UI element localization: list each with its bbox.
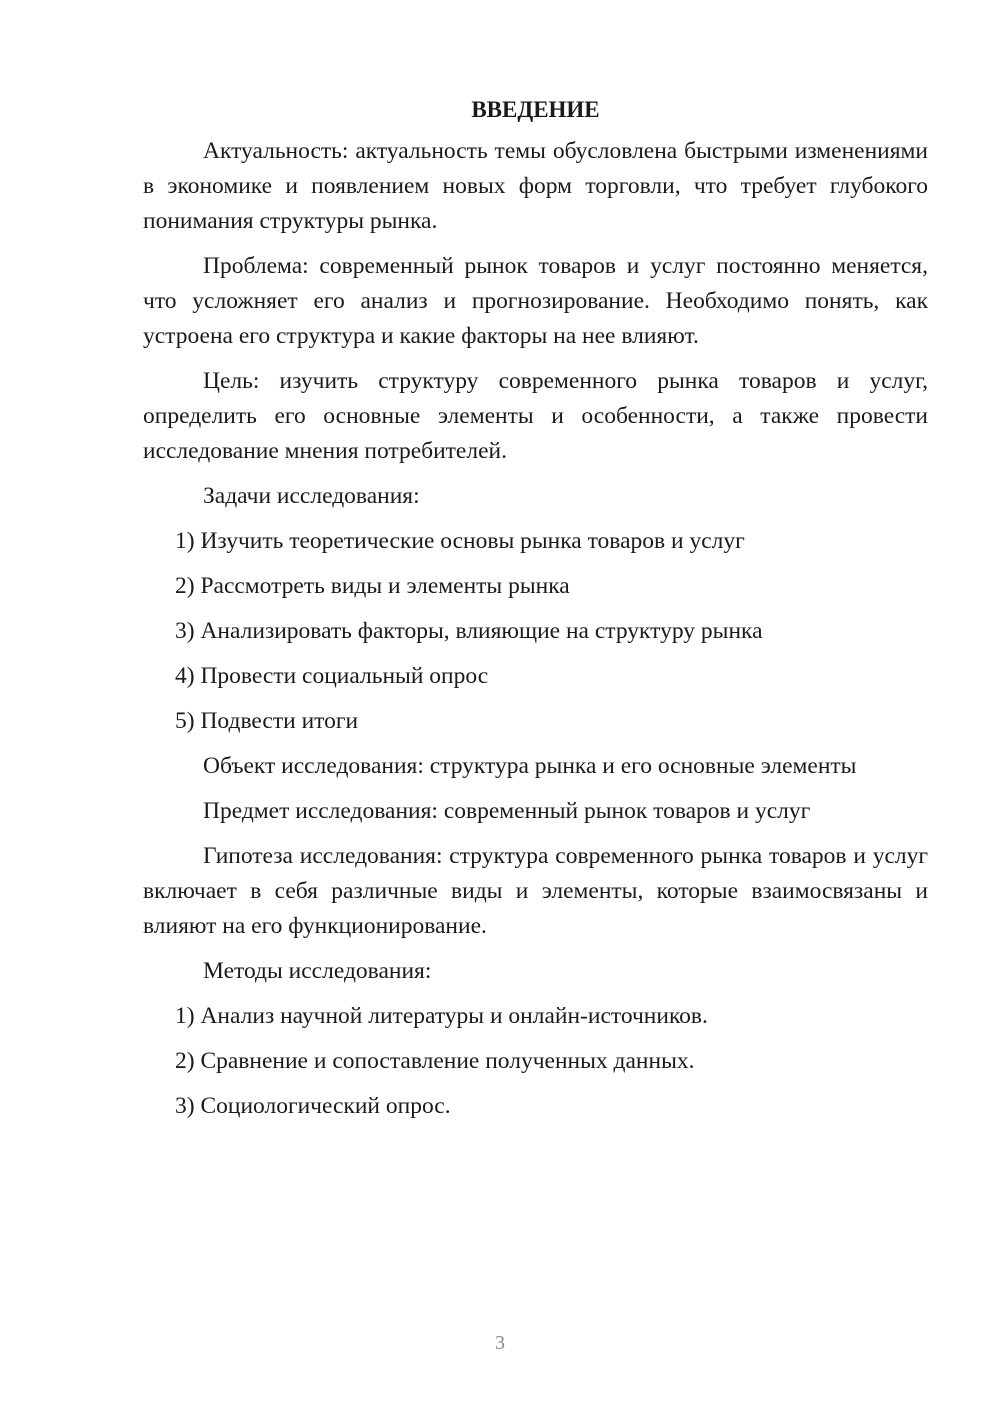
page-number: 3 xyxy=(495,1332,505,1354)
page-content xyxy=(143,92,928,1134)
tasks-heading: Задачи исследования: xyxy=(203,483,420,509)
list-item: 3) Социологический опрос. xyxy=(175,1093,451,1119)
list-item: 4) Провести социальный опрос xyxy=(175,663,489,689)
tasks-list xyxy=(143,524,928,739)
page-title: ВВЕДЕНИЕ xyxy=(471,97,600,122)
relevance-paragraph: Актуальность: актуальность темы обусловлена быстрыми изменениями в экономике и появлением новых форм торговли, что требует глубокого понимания структуры рынка. xyxy=(143,138,928,234)
list-item: 5) Подвести итоги xyxy=(175,708,359,734)
methods-list xyxy=(143,999,928,1124)
subject-line: Предмет исследования: современный рынок товаров и услуг xyxy=(203,798,811,824)
methods-heading: Методы исследования: xyxy=(203,958,432,984)
hypothesis-paragraph: Гипотеза исследования: структура современного рынка товаров и услуг включает в себя различные виды и элементы, которые взаимосвязаны и влияют на его функционирование. xyxy=(143,843,928,939)
list-item: 1) Анализ научной литературы и онлайн-источников. xyxy=(175,1003,708,1029)
problem-paragraph: Проблема: современный рынок товаров и услуг постоянно меняется, что усложняет его анализ и прогнозирование. Необходимо понять, как устроена его структура и какие факторы на нее влияют. xyxy=(143,253,928,349)
list-item: 3) Анализировать факторы, влияющие на структуру рынка xyxy=(175,618,763,644)
goal-paragraph: Цель: изучить структуру современного рынка товаров и услуг, определить его основные элементы и особенности, а также провести исследование мнения потребителей. xyxy=(143,368,928,464)
list-item: 1) Изучить теоретические основы рынка товаров и услуг xyxy=(175,528,745,554)
list-item: 2) Рассмотреть виды и элементы рынка xyxy=(175,573,570,599)
list-item: 2) Сравнение и сопоставление полученных данных. xyxy=(175,1048,695,1074)
object-line: Объект исследования: структура рынка и его основные элементы xyxy=(203,753,857,779)
